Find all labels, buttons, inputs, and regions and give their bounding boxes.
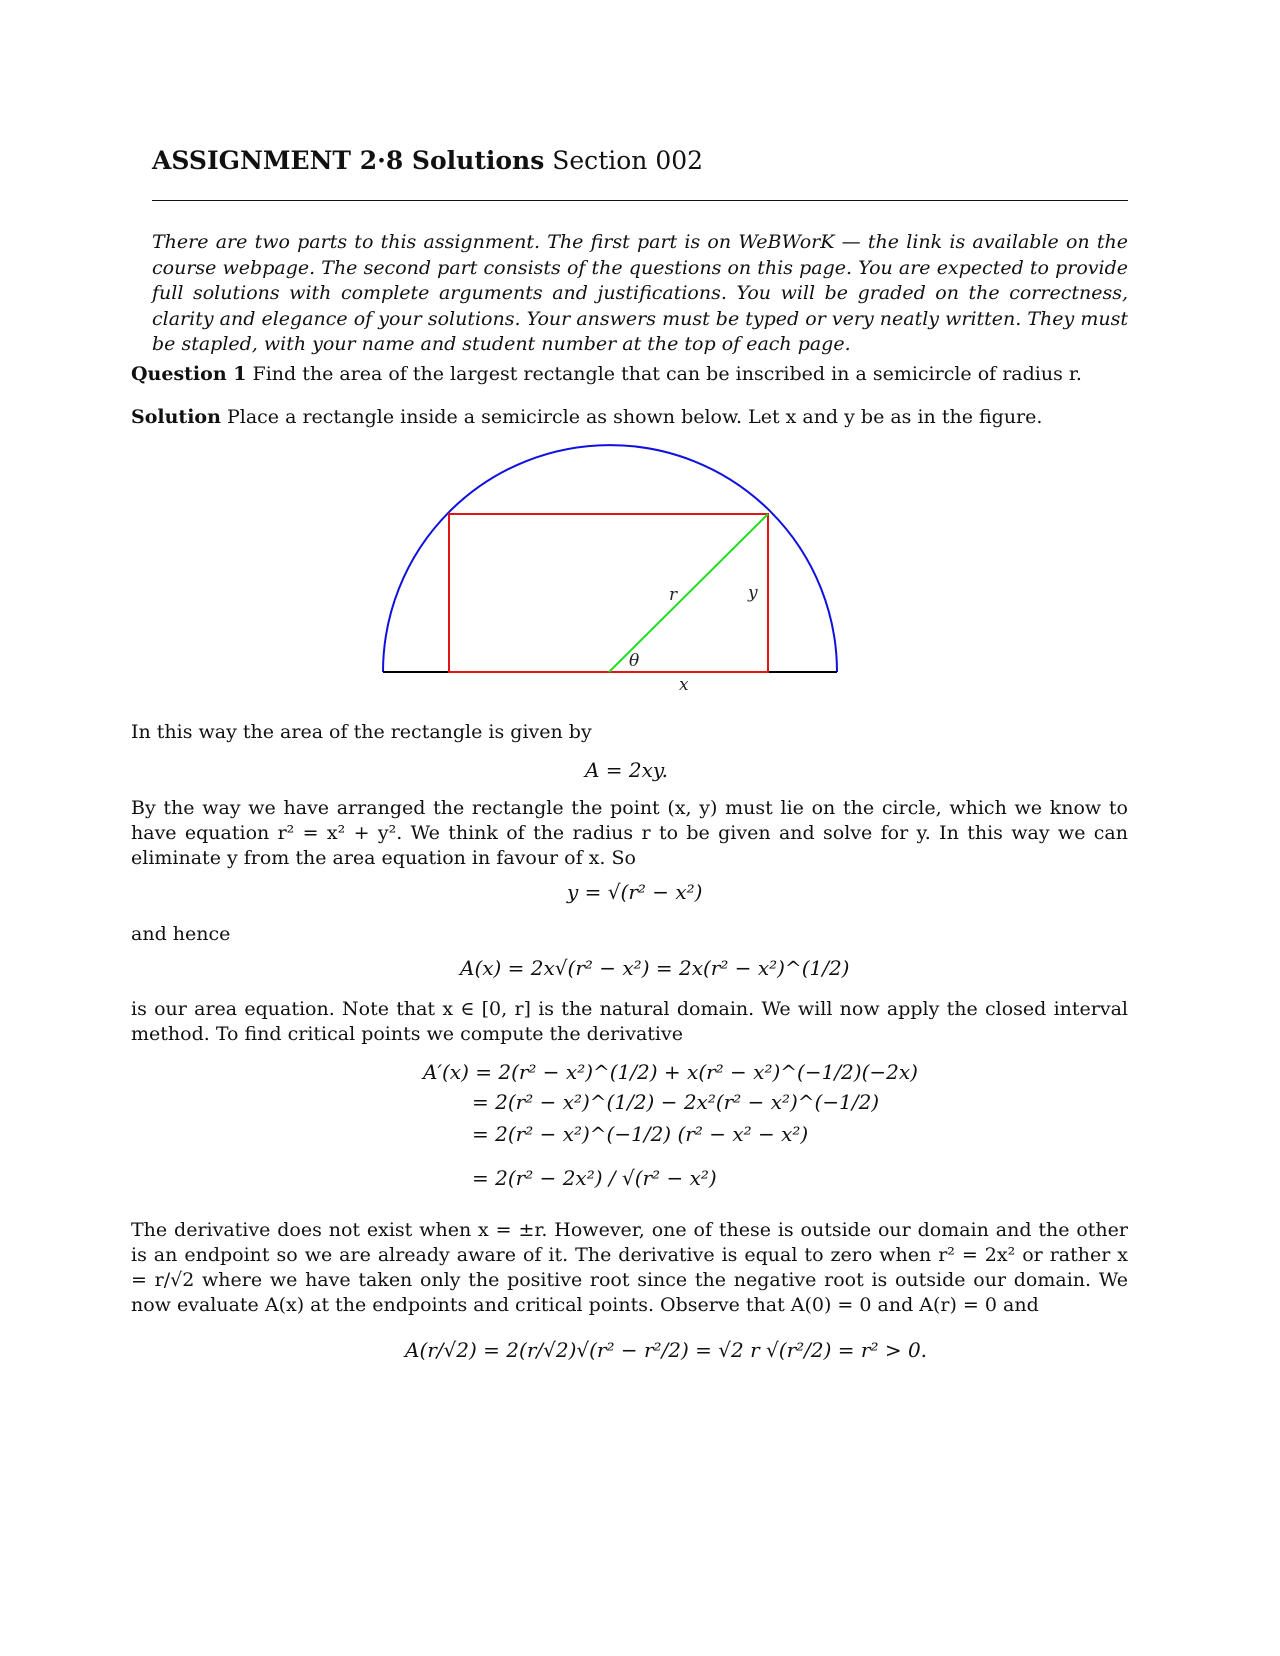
domain-paragraph: is our area equation. Note that x ∈ [0, r] is the natural domain. We will now apply the closed interval method. To find critical points we compute the derivative (131, 998, 1128, 1045)
label-r: r (669, 585, 678, 605)
section-label: Section 002 (552, 146, 704, 175)
title-rule (152, 200, 1128, 201)
intro-paragraph: There are two parts to this assignment. The first part is on WeBWorK — the link is available on the course webpage. The second part consists of the questions on this page. You are expected to provide full solutions with complete arguments and justifications. You will be graded on the correctness, clarity and elegance of your solutions. Your answers must be typed or very neatly written. They must be stapled, with your name and student number at the top of each page. (152, 231, 1128, 355)
question-1-label: Question 1 (131, 363, 247, 385)
final-paragraph: The derivative does not exist when x = ±r. However, one of these is outside our domain and the other is an endpoint so we are already aware of it. The derivative is equal to zero when r² = 2x² or rather x = r/√2 where we have taken only the positive root since the negative root is outside our domain. We now evaluate A(x) at the endpoints and critical points. Observe that A(0) = 0 and A(r) = 0 and (131, 1219, 1128, 1316)
semicircle-figure (380, 440, 880, 720)
label-theta: θ (629, 651, 640, 671)
page-title (152, 146, 703, 175)
assignment-title: ASSIGNMENT 2·8 Solutions (152, 146, 545, 175)
solution-intro (131, 405, 1128, 430)
solution-label: Solution (131, 406, 221, 428)
label-y: y (748, 583, 758, 603)
inscribed-rectangle (449, 514, 768, 672)
derivative-line-4: = 2(r² − 2x²) / √(r² − x²) (472, 1166, 717, 1190)
equation-area: A = 2xy. (585, 758, 668, 782)
equation-area-function: A(x) = 2x√(r² − x²) = 2x(r² − x²)^(1/2) (460, 956, 850, 980)
radius-line (609, 514, 768, 672)
question-1-text: Find the area of the largest rectangle that can be inscribed in a semicircle of radius r. (252, 363, 1082, 385)
circle-paragraph: By the way we have arranged the rectangle the point (x, y) must lie on the circle, which we know to have equation r² = x² + y². We think of the radius r to be given and solve for y. In this way we can eliminate y from the area equation in favour of x. So (131, 797, 1128, 869)
derivative-line-3: = 2(r² − x²)^(−1/2) (r² − x² − x²) (472, 1122, 809, 1146)
label-x: x (679, 675, 689, 695)
equation-maximum: A(r/√2) = 2(r/√2)√(r² − r²/2) = √2 r √(r²/2) = r² > 0. (405, 1338, 928, 1362)
derivative-line-2: = 2(r² − x²)^(1/2) − 2x²(r² − x²)^(−1/2) (472, 1090, 880, 1114)
hence-text: and hence (131, 923, 231, 945)
solution-text: Place a rectangle inside a semicircle as shown below. Let x and y be as in the figure. (226, 406, 1043, 428)
equation-y: y = √(r² − x²) (567, 880, 703, 904)
area-intro-text: In this way the area of the rectangle is given by (131, 721, 592, 743)
derivative-line-1: A′(x) = 2(r² − x²)^(1/2) + x(r² − x²)^(−1/2)(−2x) (423, 1060, 918, 1084)
question-1 (131, 362, 1128, 387)
